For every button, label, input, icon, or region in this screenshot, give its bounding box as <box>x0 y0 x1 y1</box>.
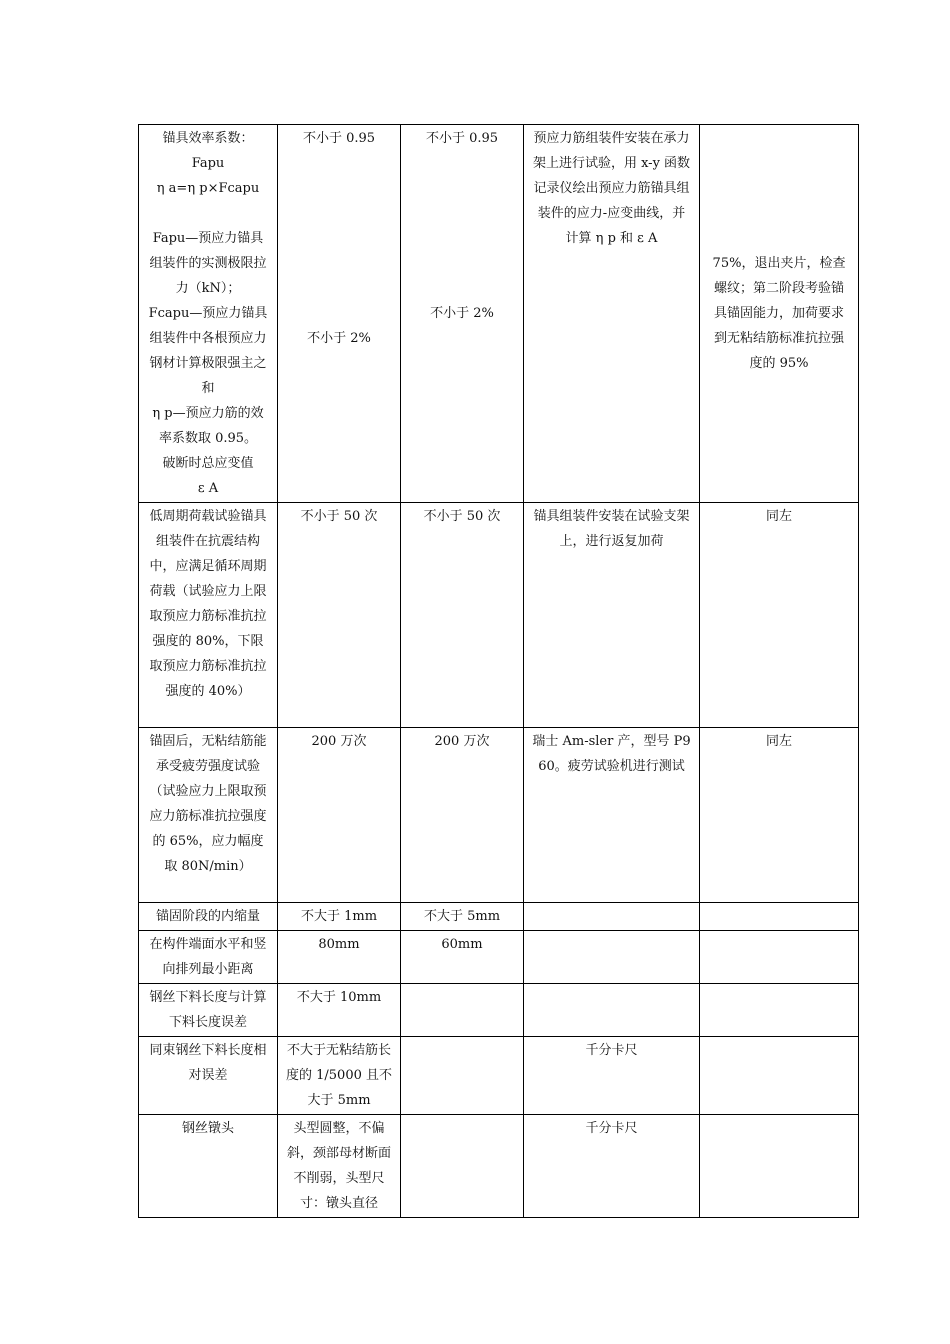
value-cell <box>278 1037 401 1115</box>
note-cell <box>700 984 859 1037</box>
value-cell <box>401 1115 524 1218</box>
cell-text: 千分卡尺 <box>585 1043 638 1058</box>
note-cell <box>700 903 859 931</box>
cell-line: 锚具效率系数： <box>162 131 254 146</box>
cell-text: 不大于 5mm <box>423 909 501 924</box>
cell-line: Fcapu—预应力锚具组装件中各根预应力钢材计算极限强主之和 <box>148 306 268 396</box>
requirement-cell <box>139 125 278 503</box>
cell-text: 不小于 50 次 <box>423 509 501 524</box>
cell-line: η p—预应力筋的效率系数取 0.95。 <box>152 406 264 446</box>
method-cell <box>524 903 700 931</box>
note-cell <box>700 1115 859 1218</box>
cell-text: 不大于 10mm <box>296 990 382 1005</box>
value-cell <box>401 728 524 903</box>
value-cell <box>401 503 524 728</box>
cell-text: 瑞士 Am-sler 产，型号 P960。疲劳试验机进行测试 <box>532 734 691 774</box>
cell-line: η a=η p×Fcapu <box>156 181 260 196</box>
cell-text: 低周期荷载试验锚具组装件在抗震结构中，应满足循环周期荷载（试验应力上限取预应力筋标准抗拉强度的 80%，下限取预应力筋标准抗拉强度的 40%） <box>149 509 267 699</box>
table-row <box>139 984 859 1037</box>
cell-text: 200 万次 <box>311 734 367 749</box>
value-cell <box>278 1115 401 1218</box>
cell-text: 预应力筋组装件安装在承力架上进行试验，用 x-y 函数记录仪绘出预应力筋锚具组装件的应力-应变曲线，并计算 η p 和 ε A <box>532 131 691 246</box>
table-row <box>139 1037 859 1115</box>
value-cell <box>278 984 401 1037</box>
cell-text: 200 万次 <box>434 734 490 749</box>
cell-line: Fapu <box>191 156 225 171</box>
requirement-cell <box>139 503 278 728</box>
cell-text: 锚具组装件安装在试验支架上，进行返复加荷 <box>533 509 690 549</box>
cell-text: 锚固阶段的内缩量 <box>155 909 260 924</box>
cell-text: 不大于 1mm <box>300 909 378 924</box>
cell-line: 不小于 2% <box>430 306 494 321</box>
cell-line <box>147 201 269 226</box>
requirement-cell <box>139 728 278 903</box>
cell-line: 破断时总应变值 <box>162 456 254 471</box>
requirement-cell <box>139 931 278 984</box>
value-cell <box>278 503 401 728</box>
table-row <box>139 1115 859 1218</box>
note-cell <box>700 728 859 903</box>
value-cell <box>278 903 401 931</box>
table-row <box>139 728 859 903</box>
value-cell <box>278 728 401 903</box>
cell-line: Fapu—预应力锚具组装件的实测极限拉力（kN）； <box>149 231 267 296</box>
table-row <box>139 931 859 984</box>
value-cell <box>401 903 524 931</box>
table-row <box>139 503 859 728</box>
value-cell <box>401 931 524 984</box>
cell-text: 千分卡尺 <box>585 1121 638 1136</box>
cell-text: 在构件端面水平和竖向排列最小距离 <box>149 937 267 977</box>
note-cell <box>700 1037 859 1115</box>
value-cell <box>401 125 524 503</box>
value-cell <box>401 1037 524 1115</box>
requirement-cell <box>139 903 278 931</box>
cell-text: 60mm <box>441 937 483 952</box>
method-cell <box>524 503 700 728</box>
requirement-cell <box>139 1115 278 1218</box>
cell-text: 同左 <box>765 509 792 524</box>
cell-text: 锚固后，无粘结筋能承受疲劳强度试验（试验应力上限取预应力筋标准抗拉强度的 65%，应力幅度取 80N/min） <box>149 734 267 874</box>
table-row <box>139 125 859 503</box>
method-cell <box>524 984 700 1037</box>
cell-line: 不小于 0.95 <box>425 131 499 146</box>
method-cell <box>524 931 700 984</box>
requirement-cell <box>139 1037 278 1115</box>
method-cell <box>524 125 700 503</box>
cell-text: 同束钢丝下料长度相对误差 <box>149 1043 267 1083</box>
cell-text: 钢丝镦头 <box>181 1121 234 1136</box>
cell-line: 不小于 0.95 <box>302 131 376 146</box>
value-cell <box>401 984 524 1037</box>
cell-text: 不小于 50 次 <box>300 509 378 524</box>
cell-text: 同左 <box>765 734 792 749</box>
cell-text: 钢丝下料长度与计算下料长度误差 <box>149 990 267 1030</box>
table-row <box>139 903 859 931</box>
cell-text: 头型圆整，不偏斜，颈部母材断面不削弱，头型尺寸：镦头直径 <box>286 1121 391 1211</box>
value-cell <box>278 931 401 984</box>
method-cell <box>524 1037 700 1115</box>
cell-text: 75%，退出夹片，检查螺纹；第二阶段考验锚具锚固能力，加荷要求到无粘结筋标准抗拉强度的 95% <box>712 256 846 371</box>
value-cell <box>278 125 401 503</box>
note-cell <box>700 125 859 503</box>
method-cell <box>524 1115 700 1218</box>
spec-table <box>138 124 859 1218</box>
note-cell <box>700 931 859 984</box>
cell-text: 不大于无粘结筋长度的 1/5000 且不大于 5mm <box>286 1043 392 1108</box>
method-cell <box>524 728 700 903</box>
requirement-cell <box>139 984 278 1037</box>
cell-line: ε A <box>197 481 219 496</box>
note-cell <box>700 503 859 728</box>
cell-line: 不小于 2% <box>307 331 371 346</box>
cell-text: 80mm <box>318 937 360 952</box>
